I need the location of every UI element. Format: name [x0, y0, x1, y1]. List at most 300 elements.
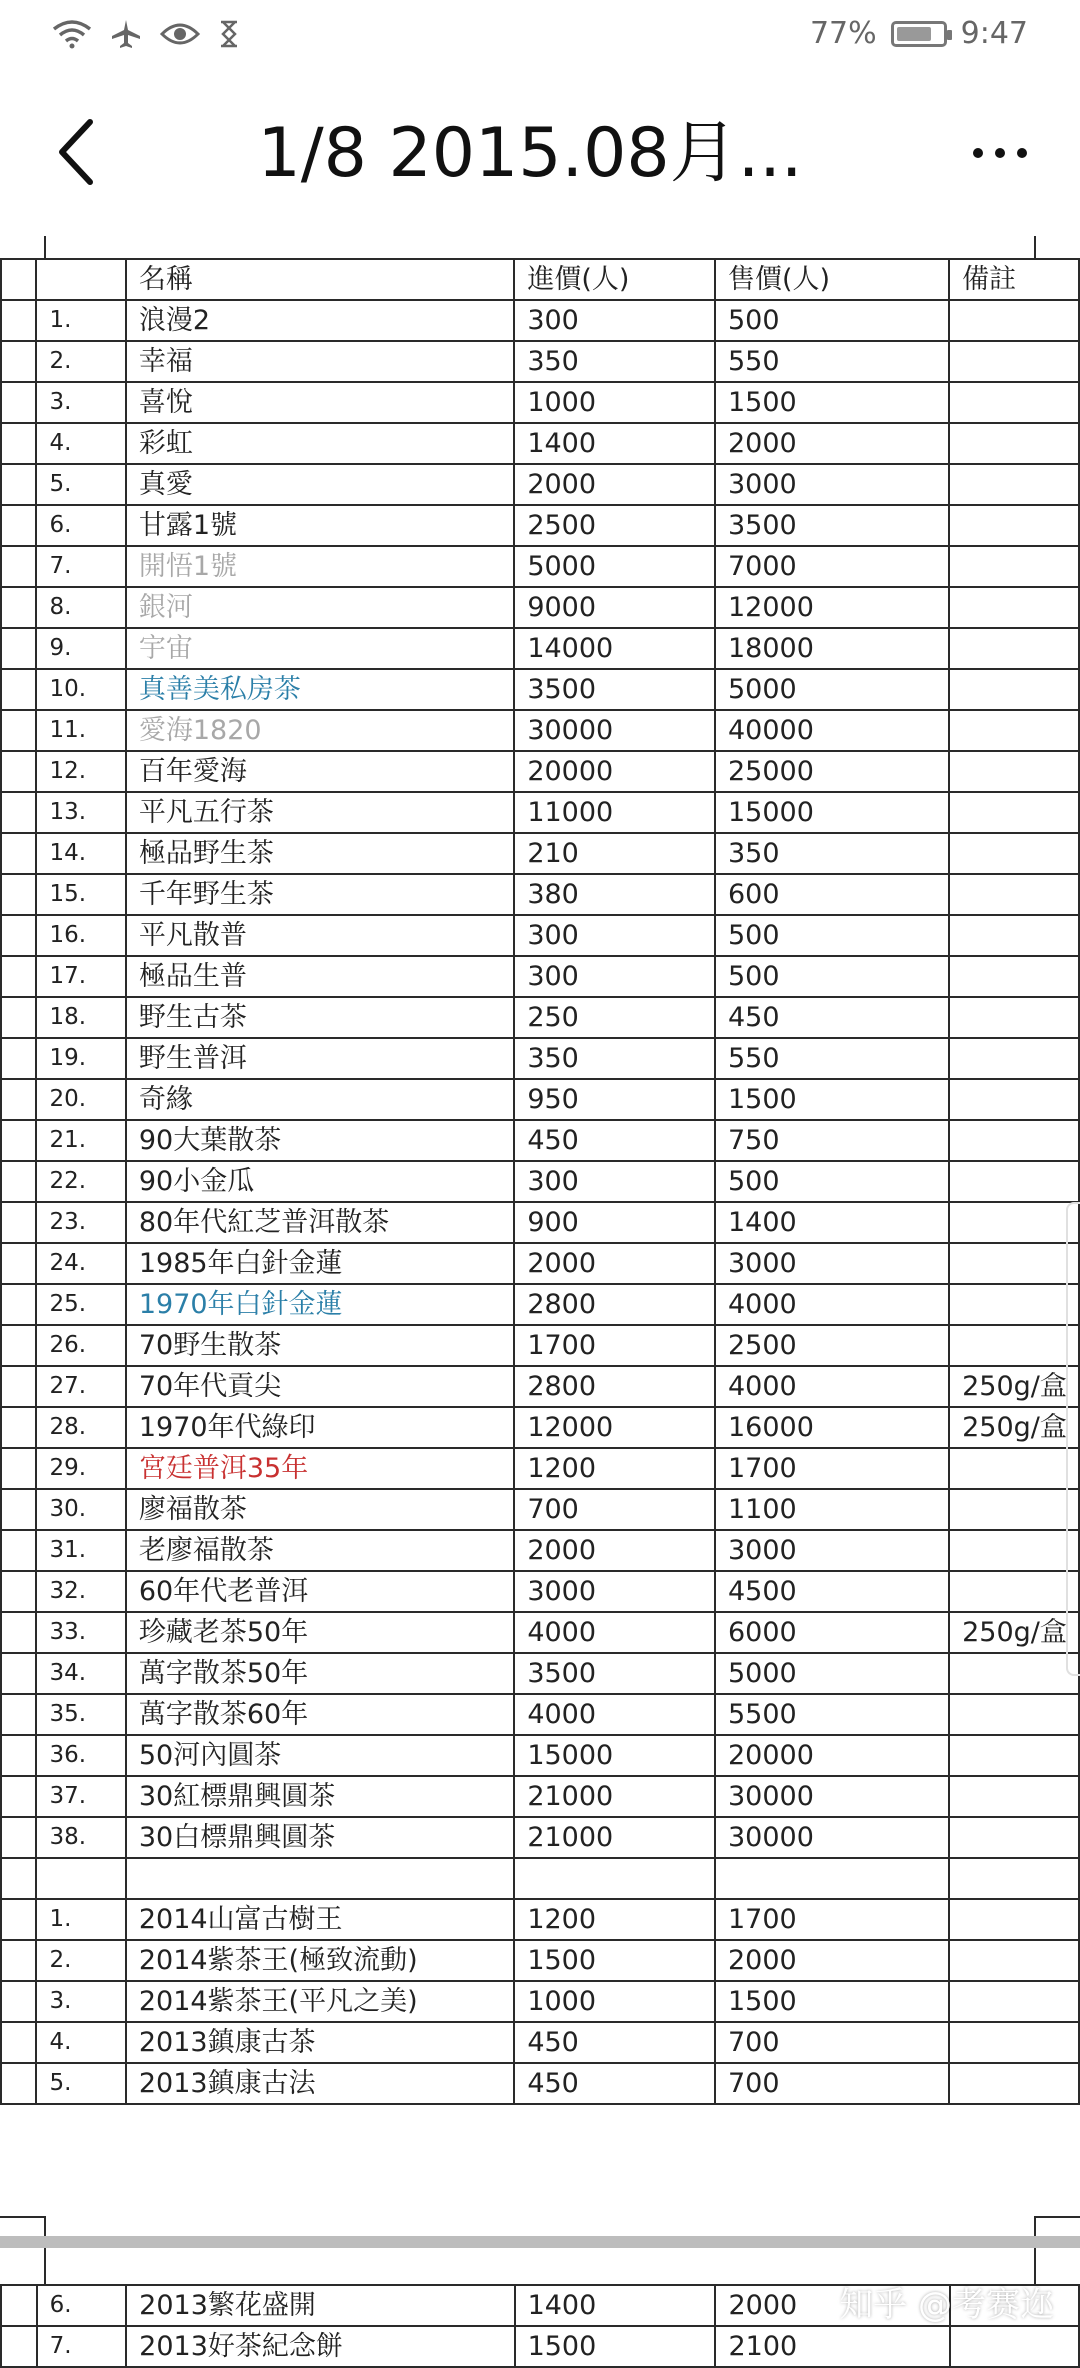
row-number: 7.: [37, 2326, 127, 2367]
note-cell: [949, 2022, 1079, 2063]
cost-price: 2000: [514, 1530, 715, 1571]
note-cell: [949, 341, 1079, 382]
cost-price: 350: [514, 341, 715, 382]
tea-name: 1970年白針金蓮: [126, 1284, 514, 1325]
note-cell: [949, 1120, 1079, 1161]
sale-price: 500: [715, 915, 949, 956]
row-margin-cell: [1, 1202, 36, 1243]
cost-price: 950: [514, 1079, 715, 1120]
row-margin-cell: [1, 833, 36, 874]
sale-price: 3000: [715, 464, 949, 505]
row-margin-cell: [1, 464, 36, 505]
tea-name: 極品生普: [126, 956, 514, 997]
table-row: [1, 1694, 1079, 1735]
document-viewer[interactable]: [0, 232, 1080, 2362]
table-row: [1, 587, 1079, 628]
sale-price: 5000: [715, 1653, 949, 1694]
tea-name: 廖福散茶: [126, 1489, 514, 1530]
row-number: 33.: [36, 1612, 125, 1653]
page-corner-mark: [44, 236, 46, 258]
cost-price: 2800: [514, 1284, 715, 1325]
note-cell: [949, 833, 1079, 874]
table-row: [1, 1653, 1079, 1694]
column-header-note: 備註: [949, 259, 1079, 300]
back-button[interactable]: [50, 112, 110, 192]
row-margin-cell: [1, 300, 36, 341]
table-row: [1, 1079, 1079, 1120]
status-bar: [0, 0, 1080, 72]
tea-name: 平凡散普: [126, 915, 514, 956]
cost-price: 250: [514, 997, 715, 1038]
eye-comfort-icon: [160, 20, 200, 52]
note-cell: [949, 1735, 1079, 1776]
row-number: 3.: [36, 382, 125, 423]
tea-name: 70年代貢尖: [126, 1366, 514, 1407]
sale-price: 4000: [715, 1366, 949, 1407]
row-margin-cell: [1, 2063, 36, 2104]
table-row: [1, 1284, 1079, 1325]
note-cell: [949, 1284, 1079, 1325]
tea-name: 銀河: [126, 587, 514, 628]
table-row: [1, 1366, 1079, 1407]
note-cell: [949, 1981, 1079, 2022]
chevron-left-icon: [50, 112, 110, 192]
hourglass-icon: [218, 20, 240, 52]
sale-price: 2000: [715, 423, 949, 464]
table-row: [1, 382, 1079, 423]
scroll-indicator[interactable]: [1066, 1202, 1080, 1676]
column-header-cost: 進價(人): [514, 259, 715, 300]
sale-price: 700: [715, 2063, 949, 2104]
tea-name: 30紅標鼎興圓茶: [126, 1776, 514, 1817]
tea-name: 50河內圓茶: [126, 1735, 514, 1776]
table-row: [1, 1161, 1079, 1202]
row-number: 22.: [36, 1161, 125, 1202]
cost-price: 300: [514, 300, 715, 341]
status-icons-right: [810, 16, 1028, 51]
sale-price: 1500: [715, 382, 949, 423]
cost-price: 700: [514, 1489, 715, 1530]
sale-price: 550: [715, 341, 949, 382]
sale-price: 3000: [715, 1243, 949, 1284]
table-row: [1, 2022, 1079, 2063]
tea-name: 老廖福散茶: [126, 1530, 514, 1571]
note-cell: 250g/盒: [949, 1366, 1079, 1407]
sale-price: 4000: [715, 1284, 949, 1325]
note-cell: [949, 464, 1079, 505]
row-number: 32.: [36, 1571, 125, 1612]
row-number: 7.: [36, 546, 125, 587]
cost-price: 12000: [514, 1407, 715, 1448]
row-number: 31.: [36, 1530, 125, 1571]
note-cell: [949, 1776, 1079, 1817]
cost-price: 1500: [514, 1940, 715, 1981]
sale-price: 1100: [715, 1489, 949, 1530]
row-number: 8.: [36, 587, 125, 628]
note-cell: [949, 874, 1079, 915]
page-corner-mark: [1034, 236, 1036, 258]
sale-price: 1700: [715, 1448, 949, 1489]
row-margin-cell: [1, 915, 36, 956]
row-number: 15.: [36, 874, 125, 915]
row-margin-cell: [1, 669, 36, 710]
row-number: 21.: [36, 1120, 125, 1161]
table-row: [1, 1981, 1079, 2022]
tea-name: 極品野生茶: [126, 833, 514, 874]
row-number: 10.: [36, 669, 125, 710]
row-margin-cell: [1, 1940, 36, 1981]
note-cell: [949, 505, 1079, 546]
note-cell: [949, 423, 1079, 464]
row-number: 9.: [36, 628, 125, 669]
empty-cell: [949, 1858, 1079, 1899]
row-margin-cell: [1, 751, 36, 792]
sale-price: 1700: [715, 1899, 949, 1940]
note-cell: [949, 1243, 1079, 1284]
tea-name: 真愛: [126, 464, 514, 505]
table-row: [1, 628, 1079, 669]
note-cell: [949, 1079, 1079, 1120]
empty-cell: [1, 1858, 36, 1899]
cost-price: 900: [514, 1202, 715, 1243]
row-margin-cell: [1, 792, 36, 833]
note-cell: [949, 1940, 1079, 1981]
row-margin-cell: [1, 1899, 36, 1940]
wifi-icon: [52, 19, 92, 53]
row-margin-cell: [1, 1120, 36, 1161]
table-row: [1, 956, 1079, 997]
cost-price: 450: [514, 2063, 715, 2104]
sale-price: 700: [715, 2022, 949, 2063]
table-row: [1, 423, 1079, 464]
cost-price: 350: [514, 1038, 715, 1079]
row-number: 23.: [36, 1202, 125, 1243]
table-row: [1, 1940, 1079, 1981]
row-number: 24.: [36, 1243, 125, 1284]
row-margin-cell: [1, 1530, 36, 1571]
tea-name: 70野生散茶: [126, 1325, 514, 1366]
sale-price: 5000: [715, 669, 949, 710]
row-number: 4.: [36, 2022, 125, 2063]
table-row: [1, 1571, 1079, 1612]
tea-name: 2013鎮康古法: [126, 2063, 514, 2104]
sale-price: 3000: [715, 1530, 949, 1571]
sale-price: 5500: [715, 1694, 949, 1735]
cost-price: 9000: [514, 587, 715, 628]
page-corner-mark: [44, 2248, 46, 2284]
sale-price: 18000: [715, 628, 949, 669]
row-margin-cell: [1, 382, 36, 423]
row-number: 1.: [36, 300, 125, 341]
note-cell: [949, 1694, 1079, 1735]
status-time: 9:47: [960, 16, 1028, 51]
battery-level-fill: [897, 27, 931, 41]
row-number: 30.: [36, 1489, 125, 1530]
sale-price: 1500: [715, 1981, 949, 2022]
table-row: [1, 1489, 1079, 1530]
note-cell: 250g/盒: [949, 1407, 1079, 1448]
row-margin-cell: [1, 1981, 36, 2022]
cost-price: 2800: [514, 1366, 715, 1407]
tea-name: 平凡五行茶: [126, 792, 514, 833]
row-margin-cell: [1, 1735, 36, 1776]
tea-name: 2014山富古樹王: [126, 1899, 514, 1940]
tea-name: 2014紫茶王(平凡之美): [126, 1981, 514, 2022]
note-cell: [949, 1817, 1079, 1858]
row-margin-cell: [1, 423, 36, 464]
row-margin-cell: [1, 1776, 36, 1817]
note-cell: [949, 587, 1079, 628]
sale-price: 7000: [715, 546, 949, 587]
tea-name: 甘露1號: [126, 505, 514, 546]
sale-price: 350: [715, 833, 949, 874]
row-margin-cell: [1, 1489, 36, 1530]
table-row: [1, 1899, 1079, 1940]
table-row: [1, 997, 1079, 1038]
cost-price: 1200: [514, 1899, 715, 1940]
cost-price: 21000: [514, 1776, 715, 1817]
tea-name: 宇宙: [126, 628, 514, 669]
table-row: [1, 1202, 1079, 1243]
row-margin-cell: [1, 710, 36, 751]
note-cell: [949, 1161, 1079, 1202]
row-margin-cell: [1, 1448, 36, 1489]
more-options-button[interactable]: [960, 118, 1040, 188]
cost-price: 4000: [514, 1694, 715, 1735]
table-row: [1, 1038, 1079, 1079]
tea-name: 90小金瓜: [126, 1161, 514, 1202]
tea-name: 1985年白針金蓮: [126, 1243, 514, 1284]
table-row: [1, 1735, 1079, 1776]
row-margin-cell: [1, 1325, 36, 1366]
row-number: 34.: [36, 1653, 125, 1694]
cost-price: 380: [514, 874, 715, 915]
sale-price: 40000: [715, 710, 949, 751]
tea-name: 80年代紅芝普洱散茶: [126, 1202, 514, 1243]
row-number: 16.: [36, 915, 125, 956]
page-corner-mark: [1034, 2216, 1080, 2218]
table-row: [1, 710, 1079, 751]
row-number: 6.: [37, 2285, 127, 2326]
row-number: 27.: [36, 1366, 125, 1407]
row-margin-cell: [1, 2285, 37, 2326]
table-row: [1, 1448, 1079, 1489]
row-number: 26.: [36, 1325, 125, 1366]
sale-price: 500: [715, 300, 949, 341]
row-margin-cell: [1, 1079, 36, 1120]
row-number: 18.: [36, 997, 125, 1038]
note-cell: [949, 1038, 1079, 1079]
tea-name: 宮廷普洱35年: [126, 1448, 514, 1489]
row-number: 37.: [36, 1776, 125, 1817]
row-number: 28.: [36, 1407, 125, 1448]
cost-price: 3000: [514, 1571, 715, 1612]
cost-price: 30000: [514, 710, 715, 751]
sale-price: 2500: [715, 1325, 949, 1366]
tea-name: 野生古茶: [126, 997, 514, 1038]
cost-price: 21000: [514, 1817, 715, 1858]
table-row: [1, 1776, 1079, 1817]
cost-price: 2500: [514, 505, 715, 546]
cost-price: 15000: [514, 1735, 715, 1776]
tea-price-table: [0, 258, 1080, 2105]
tea-name: 千年野生茶: [126, 874, 514, 915]
blank-row: [1, 1858, 1079, 1899]
row-number: 19.: [36, 1038, 125, 1079]
row-margin-cell: [1, 1243, 36, 1284]
row-margin-cell: [1, 1817, 36, 1858]
table-row: [1, 2326, 1079, 2367]
row-number: 11.: [36, 710, 125, 751]
row-margin-cell: [1, 587, 36, 628]
table-row: [1, 1612, 1079, 1653]
note-cell: [949, 1571, 1079, 1612]
cost-price: 1700: [514, 1325, 715, 1366]
sale-price: 20000: [715, 1735, 949, 1776]
sale-price: 12000: [715, 587, 949, 628]
note-cell: [949, 1325, 1079, 1366]
sale-price: 6000: [715, 1612, 949, 1653]
row-number: 36.: [36, 1735, 125, 1776]
row-margin-cell: [1, 341, 36, 382]
note-cell: [949, 997, 1079, 1038]
note-cell: [949, 1530, 1079, 1571]
sale-price: 2000: [715, 2285, 950, 2326]
sale-price: 15000: [715, 792, 949, 833]
row-margin-cell: [1, 997, 36, 1038]
cost-price: 300: [514, 956, 715, 997]
row-margin-cell: [1, 1694, 36, 1735]
note-cell: [949, 382, 1079, 423]
row-margin-cell: [1, 1407, 36, 1448]
cost-price: 4000: [514, 1612, 715, 1653]
row-margin-cell: [1, 1612, 36, 1653]
row-margin-cell: [1, 628, 36, 669]
row-number: 5.: [36, 464, 125, 505]
sale-price: 30000: [715, 1817, 949, 1858]
table-row: [1, 1407, 1079, 1448]
row-number: 1.: [36, 1899, 125, 1940]
table-row: [1, 833, 1079, 874]
row-margin-cell: [1, 1161, 36, 1202]
airplane-mode-icon: [110, 18, 142, 54]
cost-price: 1000: [514, 1981, 715, 2022]
tea-name: 開悟1號: [126, 546, 514, 587]
status-icons-left: [52, 18, 240, 54]
cost-price: 11000: [514, 792, 715, 833]
cost-price: 5000: [514, 546, 715, 587]
note-cell: [949, 2063, 1079, 2104]
page-corner-mark: [44, 2216, 46, 2236]
cost-price: 210: [514, 833, 715, 874]
tea-name: 彩虹: [126, 423, 514, 464]
sale-price: 500: [715, 1161, 949, 1202]
cost-price: 1400: [515, 2285, 716, 2326]
cost-price: 3500: [514, 669, 715, 710]
tea-name: 2013好茶紀念餅: [126, 2326, 514, 2367]
cost-price: 3500: [514, 1653, 715, 1694]
table-row: [1, 1243, 1079, 1284]
page-corner-mark: [1034, 2216, 1036, 2236]
row-margin-cell: [1, 505, 36, 546]
cost-price: 1500: [515, 2326, 716, 2367]
row-margin-cell: [1, 1284, 36, 1325]
sale-price: 30000: [715, 1776, 949, 1817]
table-row: [1, 300, 1079, 341]
sale-price: 25000: [715, 751, 949, 792]
empty-cell: [715, 1858, 949, 1899]
document-title: 1/8 2015.08月...: [257, 114, 803, 193]
cost-price: 20000: [514, 751, 715, 792]
table-row: [1, 874, 1079, 915]
tea-name: 萬字散茶50年: [126, 1653, 514, 1694]
page-separator: [0, 2236, 1080, 2248]
row-number: 5.: [36, 2063, 125, 2104]
empty-cell: [126, 1858, 514, 1899]
table-row: [1, 751, 1079, 792]
row-number: 29.: [36, 1448, 125, 1489]
note-cell: [949, 710, 1079, 751]
row-number: 2.: [36, 341, 125, 382]
row-margin-cell: [1, 1366, 36, 1407]
note-cell: [949, 1489, 1079, 1530]
row-number: 2.: [36, 1940, 125, 1981]
tea-name: 60年代老普洱: [126, 1571, 514, 1612]
sale-price: 500: [715, 956, 949, 997]
table-row: [1, 915, 1079, 956]
tea-name: 珍藏老茶50年: [126, 1612, 514, 1653]
tea-name: 1970年代綠印: [126, 1407, 514, 1448]
sale-price: 1500: [715, 1079, 949, 1120]
table-row: [1, 1817, 1079, 1858]
table-row: [1, 464, 1079, 505]
tea-name: 真善美私房茶: [126, 669, 514, 710]
row-margin-cell: [1, 1038, 36, 1079]
row-margin-cell: [1, 2022, 36, 2063]
sale-price: 550: [715, 1038, 949, 1079]
note-cell: [949, 751, 1079, 792]
note-cell: [949, 1899, 1079, 1940]
cost-price: 450: [514, 2022, 715, 2063]
row-number: 13.: [36, 792, 125, 833]
table-row: [1, 546, 1079, 587]
row-number: 4.: [36, 423, 125, 464]
sale-price: 600: [715, 874, 949, 915]
table-row: [1, 1325, 1079, 1366]
row-number: 38.: [36, 1817, 125, 1858]
tea-name: 2014紫茶王(極致流動): [126, 1940, 514, 1981]
cost-price: 14000: [514, 628, 715, 669]
page-corner-mark: [0, 2216, 44, 2218]
tea-name: 2013鎮康古茶: [126, 2022, 514, 2063]
cost-price: 1000: [514, 382, 715, 423]
table-header-row: [1, 259, 1079, 300]
tea-name: 幸福: [126, 341, 514, 382]
tea-name: 90大葉散茶: [126, 1120, 514, 1161]
tea-name: 2013繁花盛開: [126, 2285, 514, 2326]
sale-price: 3500: [715, 505, 949, 546]
row-number: 25.: [36, 1284, 125, 1325]
column-header-name: 名稱: [126, 259, 514, 300]
note-cell: [949, 1653, 1079, 1694]
empty-cell: [514, 1858, 715, 1899]
empty-cell: [36, 1858, 125, 1899]
battery-icon: [891, 21, 947, 47]
note-cell: [949, 915, 1079, 956]
row-margin-cell: [1, 2326, 37, 2367]
cost-price: 2000: [514, 464, 715, 505]
sale-price: 2000: [715, 1940, 949, 1981]
